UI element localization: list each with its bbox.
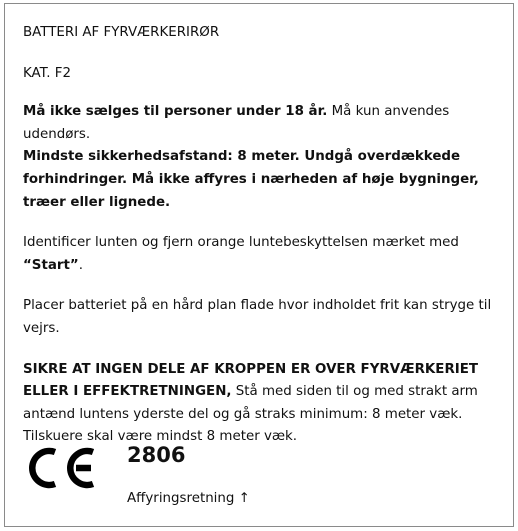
outdoor-use-text: Må kun anvendes udendørs. [23, 104, 450, 142]
certification-row [27, 440, 497, 520]
start-marker-text: “Start” [23, 257, 79, 273]
identify-fuse-paragraph [23, 232, 501, 277]
safety-distance-text: Mindste sikkerhedsafstand: 8 meter. Undgå overdækkede forhindringer. Må ikke affyres i nærheden af høje bygninger, træer eller lignede. [23, 149, 479, 210]
age-warning-paragraph [23, 101, 501, 214]
category-code: KAT. F2 [23, 65, 71, 81]
safety-warning-bold: SIKRE AT INGEN DELE AF KROPPEN ER OVER FYRVÆRKERIET ELLER I EFFEKTRETNINGEN, [23, 361, 479, 400]
product-label [4, 3, 514, 527]
safety-paragraph [23, 359, 501, 449]
identify-fuse-text: Identificer lunten og fjern orange luntebeskyttelsen mærket med [23, 235, 459, 251]
placement-paragraph: Placer batteriet på en hård plan flade hvor indholdet frit kan stryge til vejrs. [23, 298, 492, 336]
age-restriction-text: Må ikke sælges til personer under 18 år. [23, 104, 328, 120]
notified-body-code: 2806 [127, 443, 186, 467]
identify-fuse-end: . [78, 257, 83, 273]
product-title: BATTERI AF FYRVÆRKERIRØR [23, 25, 220, 40]
label-content [23, 22, 501, 467]
firing-direction-text: Affyringsretning ↑ [127, 491, 250, 506]
safety-instructions-text: Stå med siden til og med strakt arm antænd luntens yderste del og gå straks minimum: 8 meter væk. Tilskuere skal være mindst 8 meter væk. [23, 384, 478, 445]
ce-mark-icon [27, 444, 99, 492]
